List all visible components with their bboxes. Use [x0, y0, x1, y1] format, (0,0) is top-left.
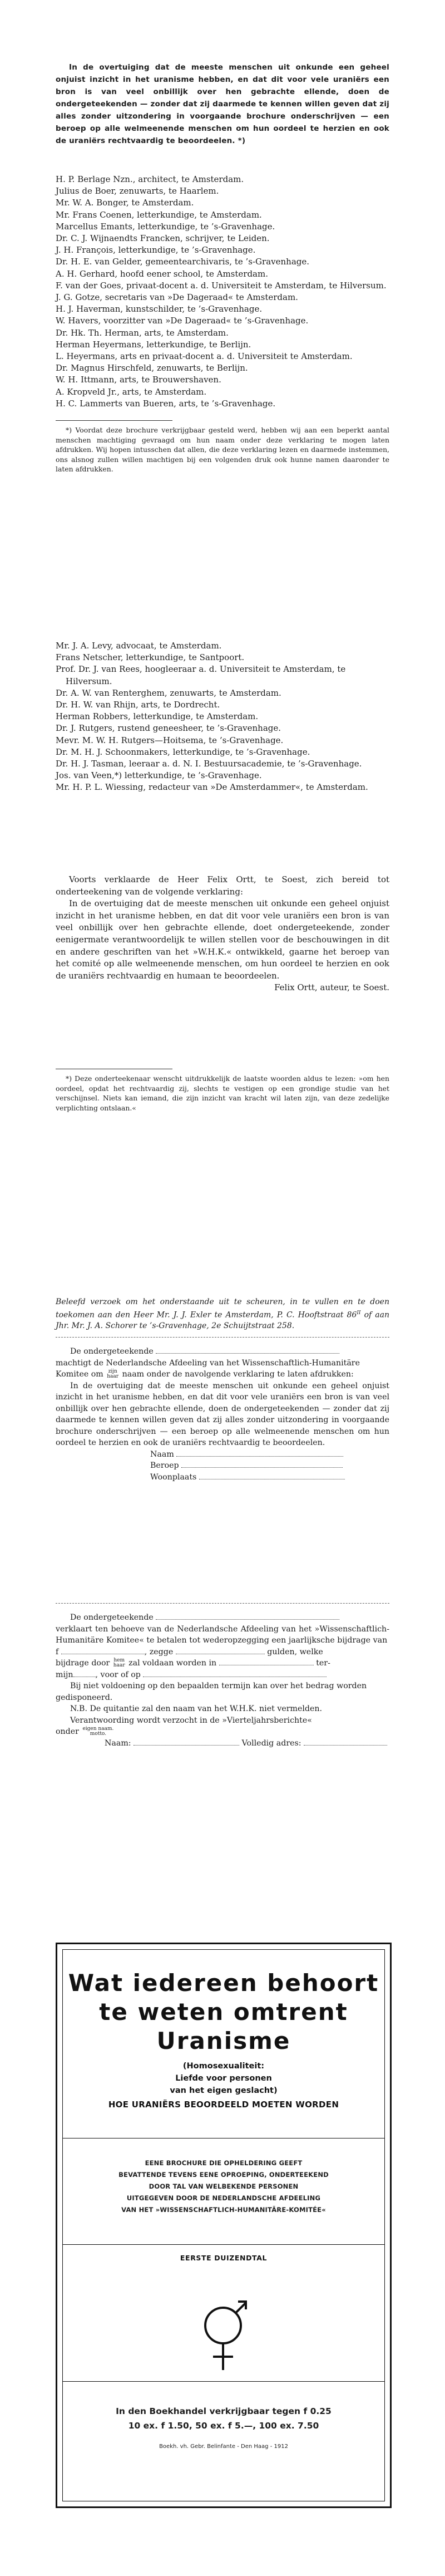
date-field[interactable]	[143, 1670, 327, 1677]
signatory: Dr. Hk. Th. Herman, arts, te Amsterdam.	[56, 327, 229, 338]
ad-description-box	[63, 2138, 384, 2245]
signatory: Dr. J. Rutgers, rustend geneesheer, te ’s-Gravenhage.	[56, 723, 281, 734]
publish-choice[interactable]: eigen naam. motto.	[82, 1725, 114, 1737]
signatory: H. C. Lammerts van Bueren, arts, te ’s-Gravenhage.	[56, 398, 276, 409]
beroep-label: Beroep	[150, 1461, 179, 1470]
signatory: A. H. Gerhard, hoofd eener school, te Amsterdam.	[56, 268, 268, 279]
voldaan-label: zal voldaan worden in	[128, 1659, 217, 1668]
pronoun-choice-2[interactable]: hem haar	[113, 1657, 125, 1668]
signatory: L. Heyermans, arts en privaat-docent a. d. Universiteit te Amsterdam.	[56, 351, 353, 362]
form1-authorize-text: machtigt de Nederlandsche Afdeeling van het Wissenschaftlich-Humanitäre Komitee om	[56, 1358, 360, 1379]
onder-label: onder	[56, 1727, 79, 1736]
signatory: H. P. Berlage Nzn., architect, te Amsterdam.	[56, 174, 244, 184]
authorization-form	[56, 1346, 389, 1483]
request-superscript: II	[357, 1310, 361, 1316]
naam-field[interactable]	[176, 1449, 343, 1457]
signatory: Frans Netscher, letterkundige, te Santpoort.	[56, 652, 245, 663]
form1-declaration: In de overtuiging dat de meeste menschen uit onkunde een geheel onjuist inzicht in het uranisme hebben, en dat dit voor vele uraniërs een bron is van veel onbillijk over hen gebrachte ellende, doen de ondergeteekenden — zonder dat zij daarmede te kennen willen geven dat zij alles zonder uitzondering in voorgaande brochure onderschrijven — een beroep op alle welmeenende menschen om hun oordeel te herzien en ook de uraniërs rechtvaardig te beoordeelen.	[56, 1381, 389, 1447]
signatory: Dr. A. W. van Renterghem, zenuwarts, te Amsterdam.	[56, 687, 281, 698]
tear-off-request	[56, 1297, 389, 1331]
adres-label: Volledig adres:	[241, 1738, 301, 1748]
signatory: A. Kropveld Jr., arts, te Amsterdam.	[56, 386, 207, 397]
cut-line-1	[56, 1337, 389, 1338]
name-field[interactable]	[156, 1346, 339, 1354]
signatory: H. J. Haverman, kunstschilder, te ’s-Gravenhage.	[56, 304, 263, 314]
termijn-label-2: mijn	[56, 1670, 73, 1679]
signatory: W. H. Ittmann, arts, te Brouwershaven.	[56, 375, 221, 385]
ortt-intro: Voorts verklaarde de Heer Felix Ortt, te Soest, zich bereid tot onderteekening van de volgende verklaring:	[56, 874, 389, 897]
naam-label: Naam	[150, 1449, 174, 1459]
ad-title: Wat iedereen behoort te weten omtrent Uranisme	[68, 1969, 379, 2054]
price-line-1: In den Boekhandel verkrijgbaar tegen f 0.25	[116, 2406, 332, 2416]
price-line-2: 10 ex. f 1.50, 50 ex. f 5.—, 100 ex. 7.50	[128, 2421, 319, 2431]
form2-label: De ondergeteekende	[70, 1613, 154, 1622]
signatory: Mr. Frans Coenen, letterkundige, te Amsterdam.	[56, 209, 262, 220]
request-text-rest: of aan Jhr. Mr. J. A. Schorer te ’s-Gravenhage, 2e Schuijtstraat 258.	[56, 1310, 389, 1330]
signatory: Mr. W. A. Bonger, te Amsterdam.	[56, 198, 194, 208]
footnote-1	[56, 420, 389, 474]
signatory: Prof. Dr. J. van Rees, hoogleeraar a. d. Universiteit te Amsterdam, te Hilversum.	[56, 664, 346, 686]
ortt-declaration: In de overtuiging dat de meeste menschen uit onkunde een geheel onjuist inzicht in het uranisme hebben, en dat dit voor vele uraniërs een bron is van veel onbillijk over hen gebrachte ellende, doet ondergeteekende, zonder eenigermate verantwoordelijk te willen stellen voor de beschouwingen in dit en andere geschriften van het »W.H.K.« ontwikkeld, gaarne het beroep van het comité op alle welmeenende menschen, om hun oordeel te herzien en ook de uraniërs rechtvaardig en humaan te beoordeelen.	[56, 898, 389, 981]
signatory: Mr. J. A. Levy, advocaat, te Amsterdam.	[56, 641, 222, 651]
footnote-2-text: *) Deze onderteekenaar wenscht uitdrukkelijk de laatste woorden aldus te lezen: »om hen oordeel, opdat het rechtvaardig zij, slechts te vestigen op een grondige studie van het verschijnsel. Niets kan iemand, die zijn inzicht van kracht wil laten zijn, van deze zedelijke verplichting ontslaan.«	[56, 1074, 389, 1112]
form2-note-2: N.B. De quitantie zal den naam van het W.H.K. niet vermelden.	[70, 1704, 323, 1713]
voor-op-label: , voor of op	[95, 1670, 141, 1679]
term-field[interactable]	[73, 1670, 96, 1677]
signatory: Herman Robbers, letterkundige, te Amsterdam.	[56, 711, 259, 722]
signatory: Dr. H. W. van Rhijn, arts, te Dordrecht.	[56, 700, 220, 710]
ad-headline: HOE URANIËRS BEOORDEELD MOETEN WORDEN	[108, 2100, 339, 2110]
pronoun-choice[interactable]: zijn haar	[107, 1368, 119, 1379]
signatory: Mr. H. P. L. Wiessing, redacteur van »De Amsterdammer«, te Amsterdam.	[56, 782, 368, 793]
ad-box-line: UITGEGEVEN DOOR DE NEDERLANDSCHE AFDEELING	[126, 2194, 321, 2202]
cut-line-2	[56, 1603, 389, 1604]
signatory: J. G. Gotze, secretaris van »De Dageraad« te Amsterdam.	[56, 292, 298, 303]
ortt-signature: Felix Ortt, auteur, te Soest.	[274, 982, 389, 993]
signatory: Mevr. M. W. H. Rutgers—Hoitsema, te ’s-Gravenhage.	[56, 735, 284, 745]
intro-paragraph: In de overtuiging dat de meeste menschen uit onkunde een geheel onjuist inzicht in het uranisme hebben, en dat dit voor vele uraniërs een bron is van veel onbillijk over hen gebrachte ellende, doen de ondergeteekenden — zonder dat zij daarmede te kennen willen geven dat zij alles zonder uitzondering in voorgaande brochure onderschrijven — een beroep op alle welmeenende menschen om hun oordeel te herzien en ook de uraniërs rechtvaardig te beoordeelen. *)	[56, 63, 389, 145]
signatory: Dr. C. J. Wijnaendts Francken, schrijver, te Leiden.	[56, 233, 270, 244]
signatory: Dr. Magnus Hirschfeld, zenuwarts, te Berlijn.	[56, 363, 248, 373]
signatory-list-2	[56, 640, 389, 794]
ad-pricing	[63, 2381, 384, 2501]
name-field-2[interactable]	[156, 1613, 339, 1620]
form2-note-3: Verantwoording wordt verzocht in de »Vierteljahrsberichte«	[70, 1715, 312, 1725]
installments-field[interactable]	[219, 1658, 314, 1665]
beroep-field[interactable]	[181, 1461, 343, 1468]
naam-field-2[interactable]	[134, 1738, 239, 1746]
emblem-icon	[198, 2292, 248, 2376]
woonplaats-field[interactable]	[199, 1472, 345, 1479]
footnote-rule	[56, 420, 172, 421]
request-text: Beleefd verzoek om het onderstaande uit te scheuren, in te vullen en te doen toekomen aan den Heer Mr. J. J. Exler te Amsterdam, P. C. Hooftstraat 86	[56, 1297, 389, 1320]
naam-label-2: Naam:	[105, 1738, 131, 1748]
adres-field[interactable]	[304, 1738, 387, 1746]
amount-field[interactable]	[61, 1647, 145, 1654]
form2-note-1: Bij niet voldoening op den bepaalden termijn kan over het bedrag worden gedisponeerd.	[56, 1682, 367, 1702]
currency-label: f	[56, 1647, 59, 1656]
zegge-label: , zegge	[144, 1647, 174, 1656]
ad-edition: EERSTE DUIZENDTAL	[180, 2254, 268, 2262]
signatory: Marcellus Emants, letterkundige, te ’s-Gravenhage.	[56, 221, 275, 232]
contribution-form	[56, 1612, 389, 1749]
form2-declaration: verklaart ten behoeve van de Nederlandsche Afdeeling van het »Wissenschaftlich-Humanitäre Komitee« te betalen tot wederopzegging een jaarlijksche bijdrage van	[56, 1624, 389, 1645]
ortt-statement	[56, 874, 389, 994]
ad-box-line: EENE BROCHURE DIE OPHELDERING GEEFT	[145, 2159, 303, 2167]
brochure-advertisement	[56, 1943, 392, 2508]
signatory: J. H. François, letterkundige, te ’s-Gravenhage.	[56, 245, 256, 255]
signatory: W. Havers, voorzitter van »De Dageraad« te ’s-Gravenhage.	[56, 316, 309, 326]
signatory-list-1	[56, 174, 389, 410]
ad-box-line: BEVATTENDE TEVENS EENE OPROEPING, ONDERTEEKEND	[118, 2171, 329, 2179]
signatory: Dr. H. J. Tasman, leeraar a. d. N. I. Bestuursacademie, te ’s-Gravenhage.	[56, 759, 362, 769]
signatory: Herman Heyermans, letterkundige, te Berlijn.	[56, 339, 251, 350]
woonplaats-label: Woonplaats	[150, 1472, 197, 1482]
bijdrage-label: bijdrage door	[56, 1659, 110, 1668]
footnote-2	[56, 1069, 389, 1113]
printer-credit: Boekh. vh. Gebr. Belinfante - Den Haag - 1912	[159, 2444, 288, 2450]
signatory: Dr. M. H. J. Schoonmakers, letterkundige, te ’s-Gravenhage.	[56, 746, 310, 757]
ad-box-line: DOOR TAL VAN WELBEKENDE PERSONEN	[149, 2182, 299, 2190]
form1-authorize-text-2: naam onder de navolgende verklaring te laten afdrukken:	[122, 1370, 354, 1379]
form1-label: De ondergeteekende	[70, 1347, 154, 1356]
termijn-label: ter-	[316, 1659, 330, 1668]
ad-box-line: VAN HET »WISSENSCHAFTLICH-HUMANITÄRE-KOMITÉE«	[121, 2206, 326, 2214]
ad-subtitle: (Homosexualiteit: Liefde voor personen van het eigen geslacht)	[170, 2062, 278, 2095]
signatory: F. van der Goes, privaat-docent a. d. Universiteit te Amsterdam, te Hilversum.	[56, 280, 387, 291]
signatory: Julius de Boer, zenuwarts, te Haarlem.	[56, 186, 219, 196]
amount-words-field[interactable]	[176, 1647, 265, 1654]
signatory: Dr. H. E. van Gelder, gemeentearchivaris, te ’s-Gravenhage.	[56, 257, 310, 267]
intro-declaration	[56, 61, 389, 147]
gulden-label: gulden, welke	[267, 1647, 323, 1656]
signatory: Jos. van Veen,*) letterkundige, te ’s-Gravenhage.	[56, 770, 262, 781]
footnote-1-text: *) Voordat deze brochure verkrijgbaar gesteld werd, hebben wij aan een beperkt aantal menschen machtiging gevraagd om hun naam onder deze verklaring te mogen laten afdrukken. Wij hopen intusschen dat allen, die deze verklaring lezen en daarmede instemmen, ons alsnog zullen willen machtigen bij een volgenden druk ook hunne namen daaronder te laten afdrukken.	[56, 426, 389, 473]
